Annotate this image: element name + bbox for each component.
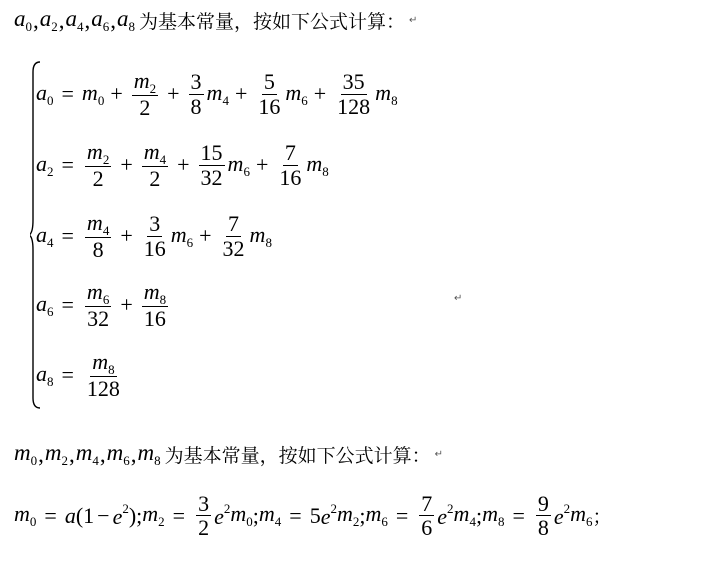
paragraph-mark-icon: ↵ [409,15,418,26]
equals-sign: = [61,152,74,177]
plus-sign: + [177,152,190,177]
term-m4: $m_4$ [206,79,229,108]
plus-sign: + [255,152,269,177]
var-a8: $a_8$ [117,6,135,34]
plus-sign: + [234,81,248,106]
term-m2: $m_2$ [336,501,360,530]
term-e-squared: $e^2$ [214,501,231,530]
comma: , [69,441,75,467]
lhs-a4: $a_4$ [36,221,54,250]
equation-a2 [36,132,329,198]
plus-sign: + [313,81,327,106]
var-m4: $m_4$ [75,440,99,468]
comma: , [84,7,91,33]
plus-sign: + [120,152,133,177]
term-m0: $m_0$ [230,501,253,530]
equals-sign: = [172,502,186,528]
term-m0: $m_0$ [81,79,105,108]
lhs-m8: $m_8$ [482,501,505,530]
fraction-7-over-6: $\frac{7}{6}$ [421,491,433,541]
equation-system [30,60,500,410]
equals-sign: = [61,81,74,106]
lhs-m2: $m_2$ [142,501,165,530]
equation-a6 [36,272,171,338]
fraction-35-over-128: $\frac{35}{128}$ [337,69,371,119]
term-m6: $m_6$ [285,79,308,108]
plus-sign: + [120,223,133,248]
term-e-squared: $e^2$ [437,501,454,530]
m-formulas [14,492,612,539]
var-m0: $m_0$ [14,440,38,468]
fraction-15-over-32: $\frac{15}{32}$ [200,140,223,190]
comma: , [130,441,137,467]
fraction-9-over-8: $\frac{9}{8}$ [537,491,549,541]
paragraph-mark-icon: ↵ [454,293,463,304]
fraction-m4-over-8: $\frac{m_4}{8}$ [86,209,110,263]
intro-text: 为基本常量，按如下公式计算： [139,11,406,33]
fraction-3-over-2: $\frac{3}{2}$ [198,491,210,541]
fraction-7-over-32: $\frac{7}{32}$ [222,211,245,261]
m-constants-intro [14,440,443,469]
plus-sign: + [110,81,123,106]
equals-sign: = [395,502,409,528]
fraction-m2-over-2: $\frac{m_2}{2}$ [86,138,110,192]
comma: , [99,441,106,467]
paren-open: (1 [75,502,95,528]
comma: , [33,7,39,33]
equals-sign: = [61,223,74,248]
minus-sign: − [97,502,110,528]
fraction-3-over-16: $\frac{3}{16}$ [143,211,166,261]
comma: , [38,441,44,467]
equation-a8 [36,342,125,408]
lhs-a2: $a_2$ [36,150,54,179]
var-m2: $m_2$ [44,440,68,468]
term-m4: $m_4$ [453,501,476,530]
fraction-7-over-16: $\frac{7}{16}$ [279,140,302,190]
lhs-m6: $m_6$ [365,501,388,530]
comma: , [58,7,65,33]
term-m6: $m_6$ [570,501,593,530]
var-m8: $m_8$ [137,440,161,468]
lhs-m4: $m_4$ [258,501,282,530]
fraction-5-over-16: $\frac{5}{16}$ [258,69,281,119]
equals-sign: = [289,502,302,528]
lhs-a0: $a_0$ [36,79,54,108]
lhs-m0: $m_0$ [14,501,37,530]
term-m6: $m_6$ [227,150,250,179]
term-m8: $m_8$ [306,150,329,179]
var-a4: $a_4$ [65,6,84,34]
paragraph-mark-icon: ↵ [434,449,444,460]
coefficient-5: 5 [309,502,321,528]
equation-a4 [36,203,272,269]
equals-sign: = [512,502,525,528]
end-semicolon: ； [592,506,612,529]
paren-close: ) [128,502,137,528]
semicolon: ; [359,502,366,528]
fraction-3-over-8: $\frac{3}{8}$ [190,69,202,119]
comma: , [110,7,116,33]
semicolon: ; [475,502,483,528]
var-m6: $m_6$ [106,440,130,468]
term-e-squared: $e^2$ [553,501,571,530]
fraction-m6-over-32: $\frac{m_6}{32}$ [86,278,110,332]
fraction-m8-over-128: $\frac{m_8}{128}$ [86,348,120,402]
m-intro-text: 为基本常量，按如下公式计算： [164,445,431,467]
equals-sign: = [61,362,74,387]
var-a0: $a_0$ [14,6,32,34]
term-e-squared: $e^2$ [112,501,129,530]
term-a: a [64,502,76,528]
plus-sign: + [120,292,133,317]
equals-sign: = [44,502,57,528]
equals-sign: = [61,292,74,317]
fraction-m4-over-2: $\frac{m_4}{2}$ [143,138,167,192]
term-m6: $m_6$ [170,221,194,250]
term-m8: $m_8$ [249,221,272,250]
lhs-a6: $a_6$ [36,290,54,319]
plus-sign: + [167,81,180,106]
fraction-m8-over-16: $\frac{m_8}{16}$ [143,278,167,332]
semicolon: ; [252,502,259,528]
fraction-m2-over-2: $\frac{m_2}{2}$ [133,67,157,121]
term-e-squared: $e^2$ [320,501,337,530]
var-a6: $a_6$ [91,6,110,34]
equation-a0 [36,61,398,127]
lhs-a8: $a_8$ [36,360,54,389]
plus-sign: + [199,223,212,248]
term-m8: $m_8$ [375,79,398,108]
semicolon: ; [136,502,143,528]
a-constants-intro [14,6,417,35]
var-a2: $a_2$ [39,6,58,34]
